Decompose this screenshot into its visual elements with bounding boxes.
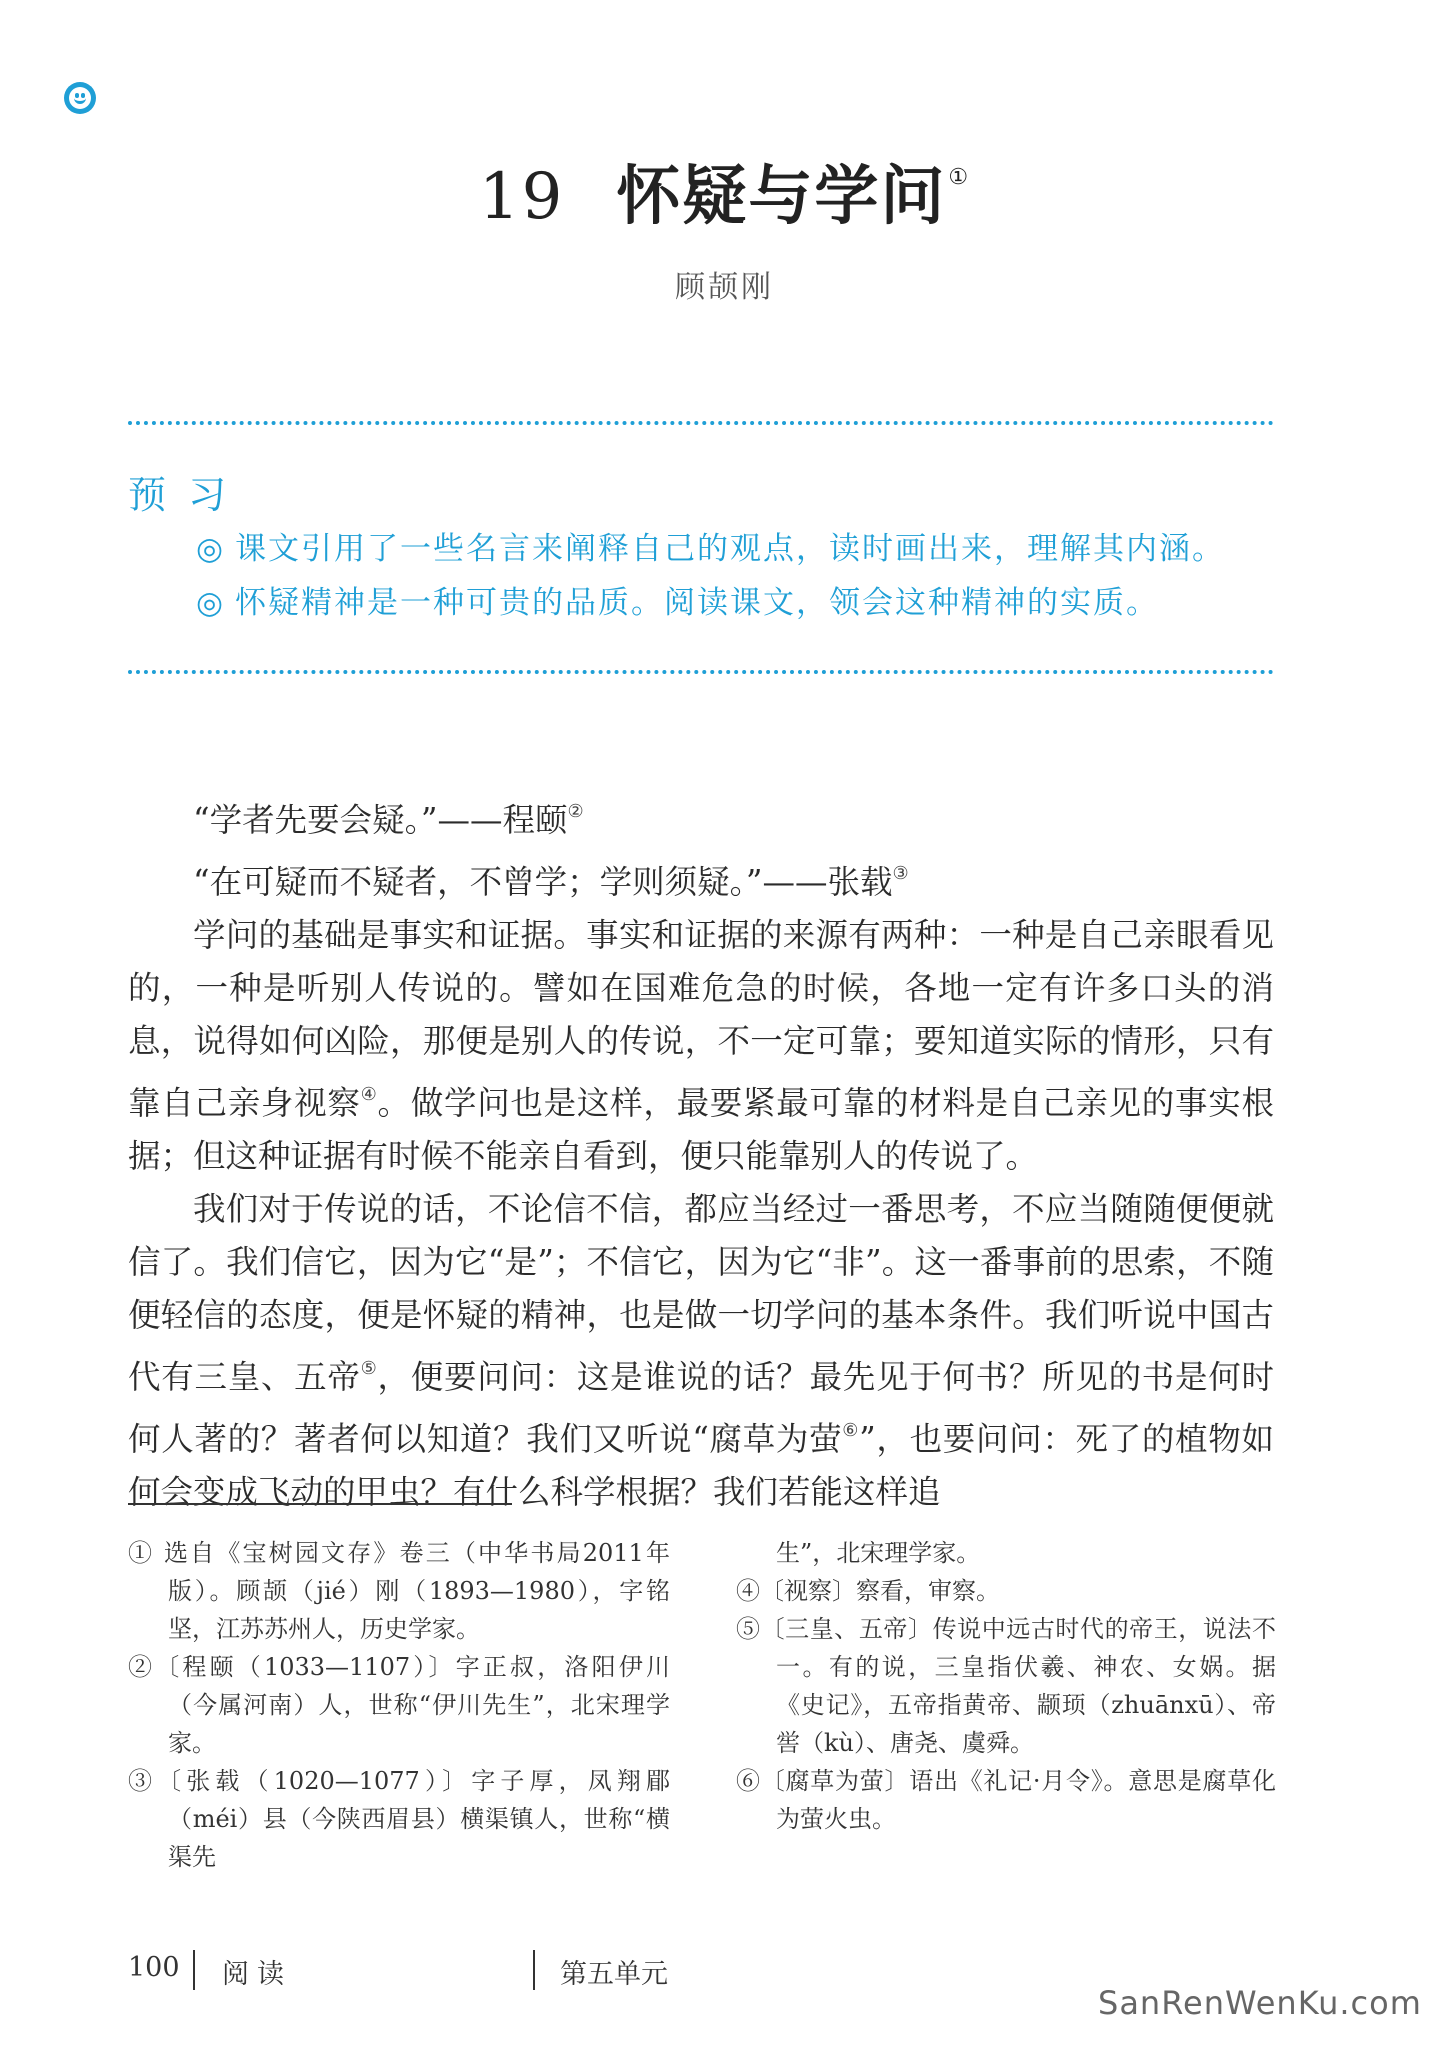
footnote-mark: ⑥: [842, 1420, 860, 1441]
author: 顾颉刚: [675, 270, 774, 305]
title-footnote-mark: ①: [948, 165, 971, 190]
preview-heading: 预习: [128, 473, 249, 517]
body-paragraph: 我们对于传说的话，不论信不信，都应当经过一番思考，不应当随随便便就信了。我们信它，因为它“是”；不信它，因为它“非”。这一番事前的思索，不随便轻信的态度，便是怀疑的精神，也是做一切学问的基本条件。我们听说中国古代有三皇、五帝⑤，便要问问：这是谁说的话？最先见于何书？所见的书是何时何人著的？著者何以知道？我们又听说“腐草为萤⑥”，也要问问：死了的植物如何会变成飞动的甲虫？有什么科学根据？我们若能这样追: [128, 1190, 1274, 1511]
footnote-mark: ⑤: [360, 1358, 378, 1379]
footnote-mark: ④: [360, 1084, 378, 1105]
footer-divider: [533, 1950, 535, 1990]
footnote: ③〔张载（1020—1077）〕字子厚，凤翔郿（méi）县（今陕西眉县）横渠镇人，世称“横渠先: [128, 1767, 670, 1871]
footnote: ④〔视察〕察看，审察。: [736, 1577, 1000, 1605]
lesson-title: [0, 145, 1449, 237]
quote-paragraph: “在可疑而不疑者，不曾学；学则须疑。”——张载③: [193, 863, 909, 901]
preview-list: [196, 522, 1225, 630]
footnote-mark: ③: [892, 863, 909, 884]
preview-item: [196, 522, 1225, 576]
bullet-icon: ◎: [196, 531, 226, 567]
article-body: [128, 785, 1274, 1519]
quote-paragraph: “学者先要会疑。”——程颐②: [193, 801, 584, 839]
footnote: ① 选自《宝树园文存》卷三（中华书局2011年版）。顾颉（jié）刚（1893—1980），字铭坚，江苏苏州人，历史学家。: [128, 1539, 670, 1643]
smiley-icon: [64, 82, 96, 114]
footnote-rule: [128, 1503, 512, 1505]
preview-bottom-divider: [128, 670, 1274, 674]
watermark: SanRenWenKu.com: [1098, 1984, 1422, 2022]
footer-divider: [193, 1950, 195, 1990]
preview-top-divider: [128, 421, 1274, 425]
footnote-continuation: 生”，北宋理学家。: [776, 1539, 981, 1567]
preview-item: [196, 576, 1225, 630]
bullet-icon: ◎: [196, 585, 226, 621]
preview-item-text: 课文引用了一些名言来阐释自己的观点，读时画出来，理解其内涵。: [235, 531, 1226, 567]
page-number: 100: [128, 1952, 180, 1983]
footnote: ②〔程颐（1033—1107）〕字正叔，洛阳伊川（今属河南）人，世称“伊川先生”，北宋理学家。: [128, 1653, 670, 1757]
footnotes-right: [736, 1534, 1276, 1838]
lesson-number: 19: [478, 160, 565, 234]
lesson-title-text: 怀疑与学问: [616, 159, 947, 234]
footnote-mark: ②: [567, 801, 584, 822]
footer-unit: 第五单元: [560, 1959, 668, 1990]
footnote: ⑥〔腐草为萤〕语出《礼记·月令》。意思是腐草化为萤火虫。: [736, 1767, 1276, 1833]
footnote: ⑤〔三皇、五帝〕传说中远古时代的帝王，说法不一。有的说，三皇指伏羲、神农、女娲。据《史记》，五帝指黄帝、颛顼（zhuānxū）、帝喾（kù）、唐尧、虞舜。: [736, 1615, 1276, 1757]
footnotes-left: [128, 1534, 670, 1876]
body-paragraph: 学问的基础是事实和证据。事实和证据的来源有两种：一种是自己亲眼看见的，一种是听别人传说的。譬如在国难危急的时候，各地一定有许多口头的消息，说得如何凶险，那便是别人的传说，不一定可靠；要知道实际的情形，只有靠自己亲身视察④。做学问也是这样，最要紧最可靠的材料是自己亲见的事实根据；但这种证据有时候不能亲自看到，便只能靠别人的传说了。: [128, 916, 1274, 1175]
footer-section: 阅读: [222, 1959, 292, 1990]
preview-item-text: 怀疑精神是一种可贵的品质。阅读课文，领会这种精神的实质。: [235, 585, 1160, 621]
